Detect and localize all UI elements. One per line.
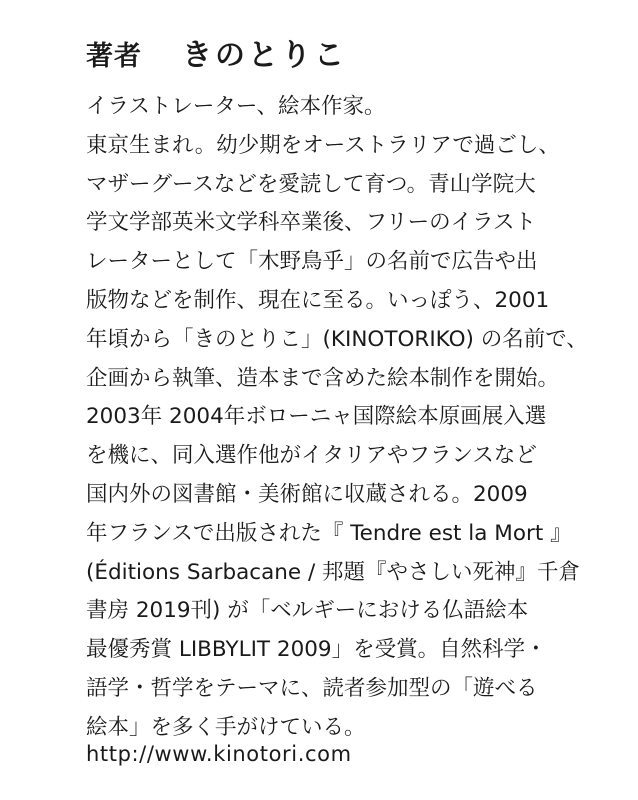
bio-line: 東京生まれ。幼少期をオーストラリアで過ごし、 (86, 132, 560, 158)
bio-line: 企画から執筆、造本まで含めた絵本制作を開始。 (86, 365, 560, 391)
bio-line: 版物などを制作、現在に至る。いっぽう、2001 (86, 287, 550, 313)
bio-line: マザーグースなどを愛読して育つ。青山学院大 (86, 171, 536, 197)
author-biography (86, 88, 631, 748)
author-role-label: 著者 (86, 41, 142, 72)
bio-line: 年フランスで出版された『 Tendre est la Mort 』 (86, 520, 572, 546)
author-header (86, 30, 347, 80)
bio-line: 書房 2019刊) が「ベルギーにおける仏語絵本 (86, 598, 529, 624)
bio-line: 学文学部英米文学科卒業後、フリーのイラスト (86, 210, 536, 236)
author-name: きのとりこ (182, 38, 347, 73)
website-link[interactable]: http://www.kinotori.com (86, 742, 352, 766)
bio-line: 絵本」を多く手がけている。 (86, 714, 366, 740)
bio-line: 2003年 2004年ボローニャ国際絵本原画展入選 (86, 404, 547, 430)
bio-line: イラストレーター、絵本作家。 (86, 94, 386, 119)
bio-line: 語学・哲学をテーマに、読者参加型の「遊べる (86, 675, 538, 701)
bio-line: 最優秀賞 LIBBYLIT 2009」を受賞。自然科学・ (86, 637, 547, 663)
bio-line: 年頃から「きのとりこ」(KINOTORIKO) の名前で、 (86, 326, 588, 352)
bio-line: を機に、同入選作他がイタリアやフランスなど (86, 443, 537, 469)
bio-line: (Éditions Sarbacane / 邦題『やさしい死神』千倉 (86, 559, 581, 585)
bio-line: 国内外の図書館・美術館に収蔵される。2009 (86, 481, 528, 507)
bio-line: レーターとして「木野鳥乎」の名前で広告や出 (86, 249, 538, 275)
